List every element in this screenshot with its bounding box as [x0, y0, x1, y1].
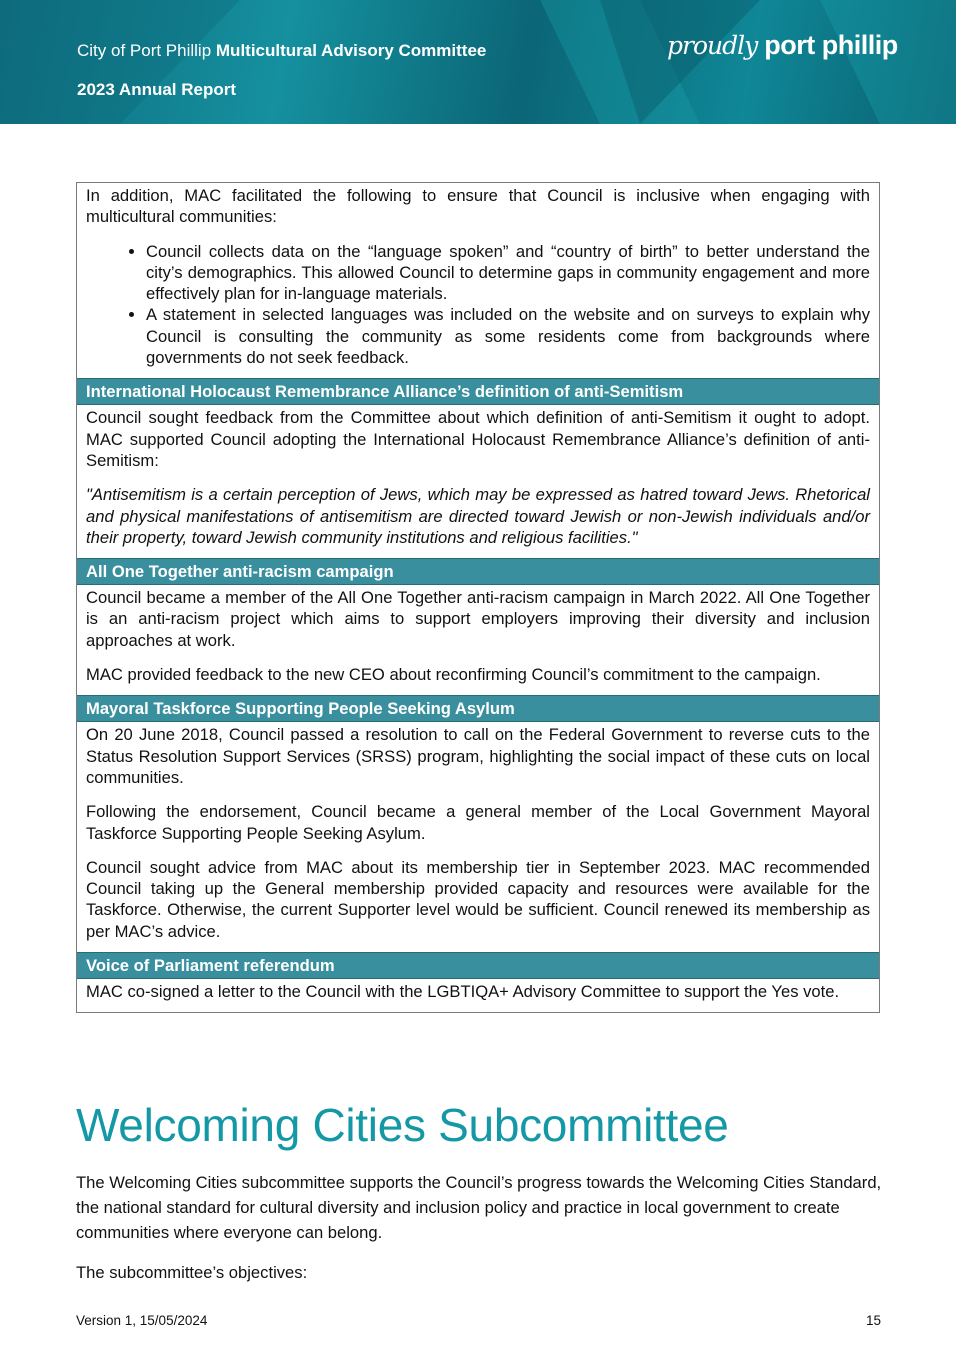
proudly-port-phillip-logo: [667, 30, 898, 61]
section-paragraph: Council became a member of the All One Together anti-racism campaign in March 2022. All One Together is an anti-racism project which aims to support employers improving their diversity and inclusion approaches at work.: [86, 588, 870, 650]
page-number: 15: [866, 1313, 882, 1328]
section-heading-all-one-together: All One Together anti-racism campaign: [77, 558, 879, 585]
section-paragraph: Following the endorsement, Council became a general member of the Local Government Mayoral Taskforce Supporting People Seeking Asylum.: [86, 802, 870, 843]
intro-cell: [77, 183, 879, 378]
section-heading-anti-semitism: International Holocaust Remembrance Alliance’s definition of anti-Semitism: [77, 378, 879, 405]
header-title-prefix: City of Port Phillip: [77, 41, 212, 60]
definition-quote: "Antisemitism is a certain perception of Jews, which may be expressed as hatred toward Jews. Rhetorical and physical manifestations of antisemitism are directed toward Jewish or non-Jewish individuals and/or their property, toward Jewish community institutions and religious facilities.": [86, 485, 870, 547]
header-title-bold: Multicultural Advisory Committee: [211, 41, 487, 60]
section-title: Welcoming Cities Subcommittee: [76, 1099, 729, 1151]
section-paragraph: On 20 June 2018, Council passed a resolution to call on the Federal Government to reverse cuts to the Status Resolution Support Services (SRSS) program, highlighting the social impact of these cuts on local communities.: [86, 725, 870, 787]
section-body-anti-semitism: [77, 405, 879, 558]
section-body-mayoral-taskforce: [77, 722, 879, 952]
section-heading-voice-referendum: Voice of Parliament referendum: [77, 952, 879, 979]
section-heading-mayoral-taskforce: Mayoral Taskforce Supporting People Seeking Asylum: [77, 695, 879, 722]
logo-bold-text: port phillip: [757, 30, 898, 60]
activities-table: [76, 182, 880, 1013]
section-paragraph: Council sought feedback from the Committee about which definition of anti-Semitism it ought to adopt. MAC supported Council adopting the International Holocaust Remembrance Alliance’s definition of anti-Semitism:: [86, 408, 870, 470]
intro-paragraph: In addition, MAC facilitated the following to ensure that Council is inclusive when engaging with multicultural communities:: [86, 186, 870, 227]
intro-paragraph-welcoming-cities: The Welcoming Cities subcommittee supports the Council’s progress towards the Welcoming Cities Standard, the national standard for cultural diversity and inclusion policy and practice in local government to create communities where everyone can belong.: [76, 1173, 882, 1242]
logo-script-text: proudly: [667, 31, 758, 60]
list-item: • A statement in selected languages was included on the website and on surveys to explain why Council is consulting the community as some residents come from backgrounds where governments do not seek feedback.: [146, 304, 870, 368]
section-paragraph: Council sought advice from MAC about its membership tier in September 2023. MAC recommended Council taking up the General membership provided capacity and resources were available for the Taskforce. Otherwise, the current Supporter level would be sufficient. Council renewed its membership as per MAC’s advice.: [86, 857, 870, 941]
section-paragraph: MAC co-signed a letter to the Council with the LGBTIQA+ Advisory Committee to support the Yes vote.: [86, 982, 840, 1002]
footer-version: Version 1, 15/05/2024: [76, 1313, 208, 1328]
header-subtitle: 2023 Annual Report: [77, 80, 237, 99]
section-body-voice-referendum: [77, 979, 879, 1012]
section-body-all-one-together: [77, 585, 879, 695]
page-header: [0, 0, 956, 124]
section-paragraph: MAC provided feedback to the new CEO about reconfirming Council’s commitment to the campaign.: [86, 665, 821, 685]
header-decoration: [0, 0, 956, 124]
header-title: [77, 41, 486, 61]
list-item: • Council collects data on the “language spoken” and “country of birth” to better understand the city’s demographics. This allowed Council to determine gaps in community engagement and more effectively plan for in-language materials.: [146, 241, 870, 305]
objectives-lead-in: The subcommittee’s objectives:: [76, 1263, 308, 1282]
intro-bullet-list: [86, 241, 870, 369]
